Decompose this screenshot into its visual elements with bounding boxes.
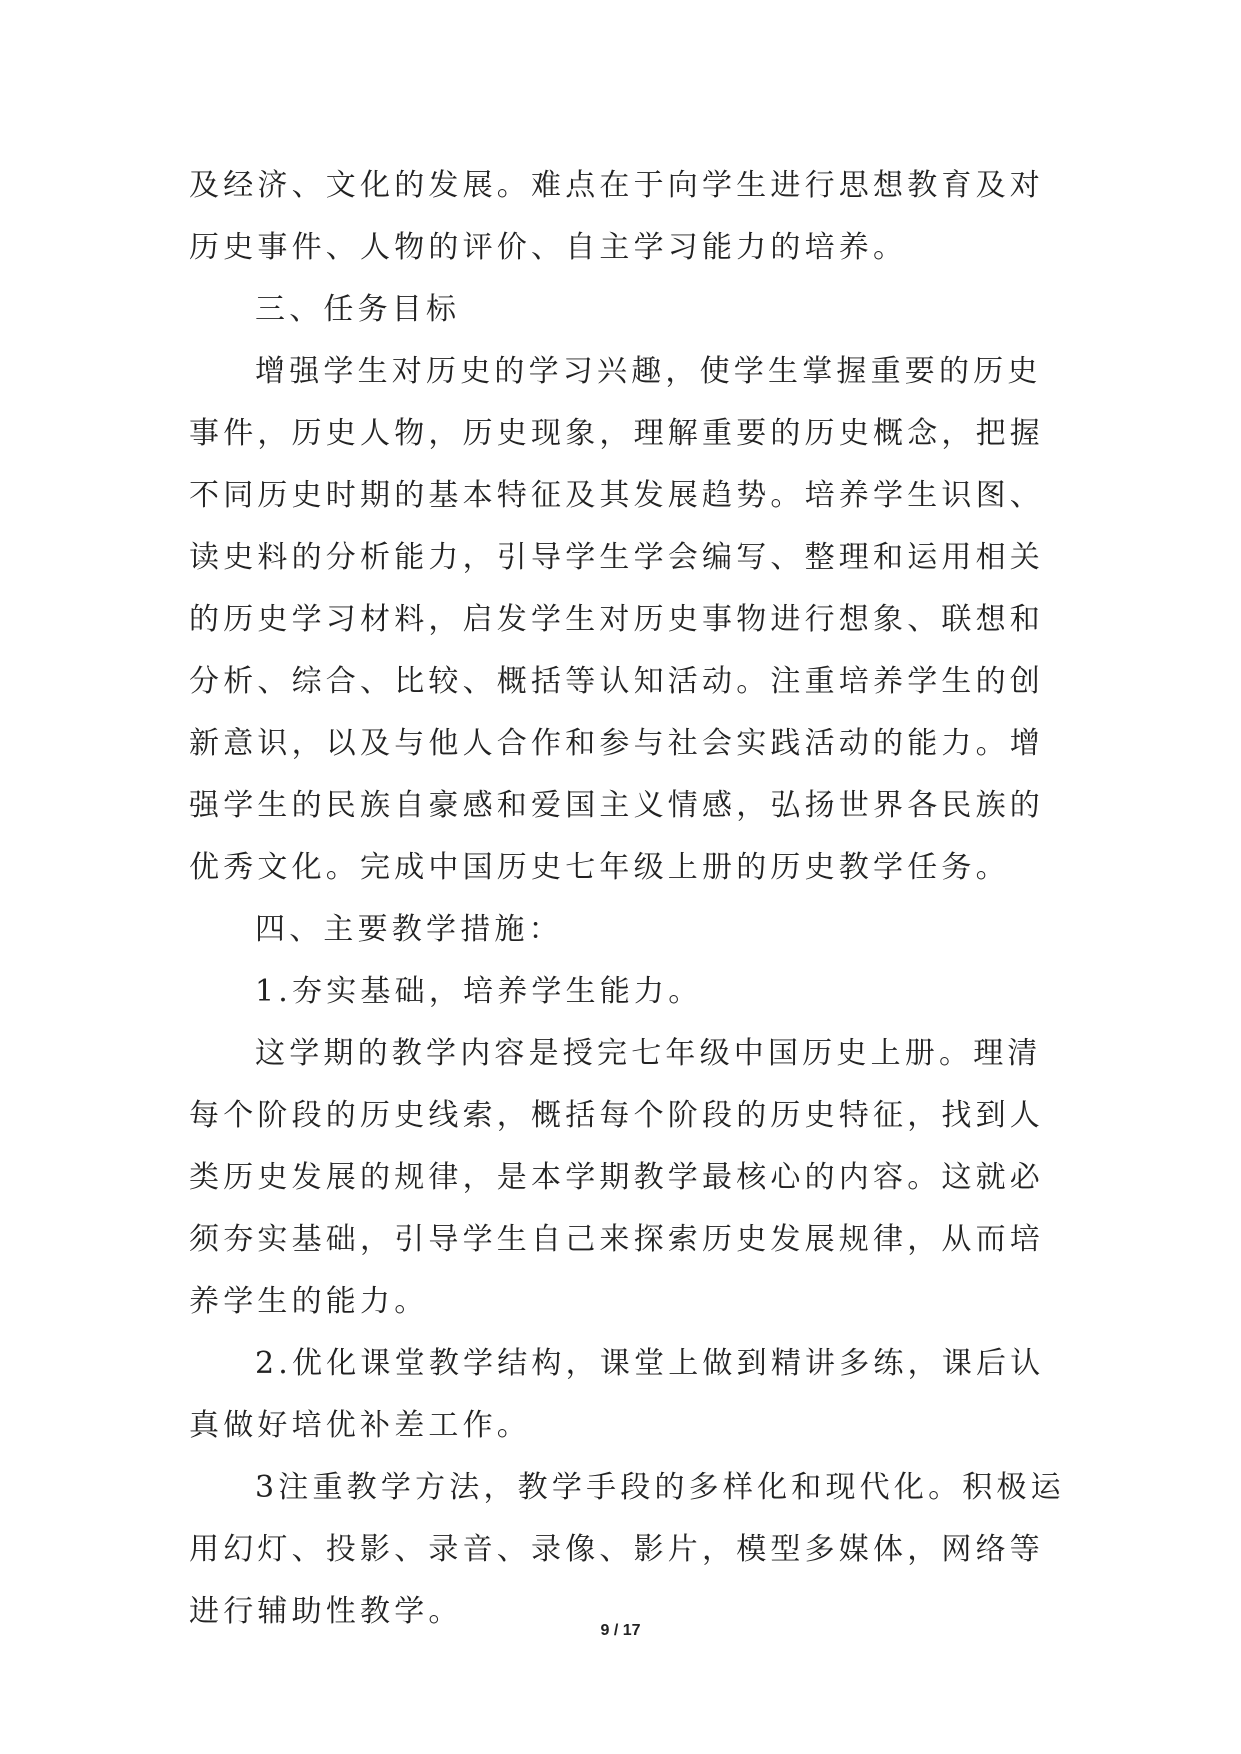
measure-item-1-body: 这学期的教学内容是授完七年级中国历史上册。理清每个阶段的历史线索，概括每个阶段的历史特征，找到人类历史发展的规律，是本学期教学最核心的内容。这就必须夯实基础，引导学生自己来探索历史发展规律，从而培养学生的能力。: [189, 1036, 1044, 1319]
measure-item-1-title: 1.夯实基础，培养学生能力。: [255, 974, 703, 1009]
measure-item-2: 2.优化课堂教学结构，课堂上做到精讲多练，课后认真做好培优补差工作。: [189, 1346, 1045, 1443]
document-body: [189, 155, 1069, 1643]
section-heading-teaching-measures: 四、主要教学措施：: [255, 912, 563, 947]
paragraph-task-goals: 增强学生对历史的学习兴趣，使学生掌握重要的历史事件，历史人物，历史现象，理解重要的历史概念，把握不同历史时期的基本特征及其发展趋势。培养学生识图、读史料的分析能力，引导学生学会编写、整理和运用相关的历史学习材料，启发学生对历史事物进行想象、联想和分析、综合、比较、概括等认知活动。注重培养学生的创新意识，以及与他人合作和参与社会实践活动的能力。增强学生的民族自豪感和爱国主义情感，弘扬世界各民族的优秀文化。完成中国历史七年级上册的历史教学任务。: [189, 354, 1044, 885]
paragraph-continued: 及经济、文化的发展。难点在于向学生进行思想教育及对历史事件、人物的评价、自主学习能力的培养。: [189, 168, 1044, 265]
section-heading-task-goals: 三、任务目标: [255, 292, 461, 327]
measure-item-3: 3注重教学方法，教学手段的多样化和现代化。积极运用幻灯、投影、录音、录像、影片，模型多媒体，网络等进行辅助性教学。: [189, 1470, 1065, 1629]
page-number: 9 / 17: [600, 1622, 641, 1639]
